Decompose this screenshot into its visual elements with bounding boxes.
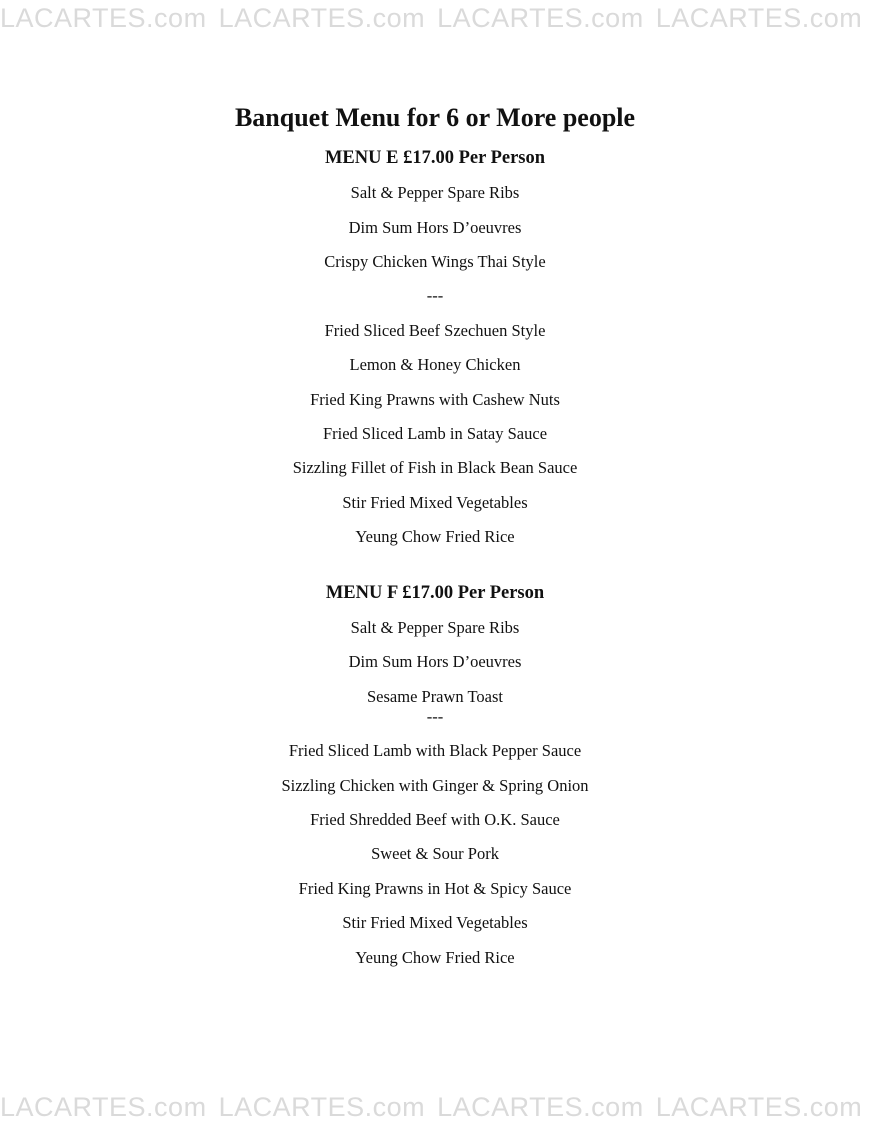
watermark-text: LACARTES.com <box>218 1092 426 1122</box>
watermark-text: LACARTES.com <box>437 1092 644 1122</box>
watermark-text: LACARTES.com <box>0 3 207 33</box>
menu-f-heading: MENU F £17.00 Per Person <box>325 583 545 603</box>
watermark-text: LACARTES.com <box>437 3 644 33</box>
menu-e-main: Sizzling Fillet of Fish in Black Bean Sauce <box>292 458 578 477</box>
menu-f-starter: Dim Sum Hors D’oeuvres <box>348 652 522 671</box>
watermark-text: LACARTES.com <box>655 1092 863 1122</box>
menu-e-heading: MENU E £17.00 Per Person <box>324 148 546 168</box>
menu-f-main: Yeung Chow Fried Rice <box>355 948 515 967</box>
menu-f-main: Sizzling Chicken with Ginger & Spring Onion <box>281 776 589 795</box>
menu-e-main: Yeung Chow Fried Rice <box>355 527 515 546</box>
menu-f-main: Stir Fried Mixed Vegetables <box>342 913 528 932</box>
menu-e-main: Fried Sliced Beef Szechuen Style <box>324 321 546 340</box>
menu-f-main: Fried Sliced Lamb with Black Pepper Sauce <box>288 741 582 760</box>
menu-e-main: Stir Fried Mixed Vegetables <box>342 493 528 512</box>
watermark-text: LACARTES.com <box>218 3 426 33</box>
watermark-text: LACARTES.com <box>0 1092 207 1122</box>
watermark-text: LACARTES.com <box>655 3 863 33</box>
menu-e-starter: Salt & Pepper Spare Ribs <box>350 183 520 202</box>
menu-e-main: Fried King Prawns with Cashew Nuts <box>310 390 560 409</box>
menu-f-starter: Sesame Prawn Toast <box>366 687 504 706</box>
menu-e-main: Lemon & Honey Chicken <box>349 355 521 374</box>
menu-e-separator: --- <box>426 286 444 305</box>
watermark-top <box>0 1 870 35</box>
watermark-bottom <box>0 1090 870 1124</box>
menu-f-starter: Salt & Pepper Spare Ribs <box>350 618 520 637</box>
menu-f-main: Fried King Prawns in Hot & Spicy Sauce <box>298 879 572 898</box>
menu-f-main: Fried Shredded Beef with O.K. Sauce <box>310 810 560 829</box>
menu-f-main: Sweet & Sour Pork <box>371 844 499 863</box>
menu-e-starter: Crispy Chicken Wings Thai Style <box>324 252 546 271</box>
menu-e-main: Fried Sliced Lamb in Satay Sauce <box>322 424 548 443</box>
menu-e-starter: Dim Sum Hors D’oeuvres <box>348 218 522 237</box>
page-title: Banquet Menu for 6 or More people <box>234 103 636 132</box>
menu-f-separator: --- <box>426 707 444 726</box>
